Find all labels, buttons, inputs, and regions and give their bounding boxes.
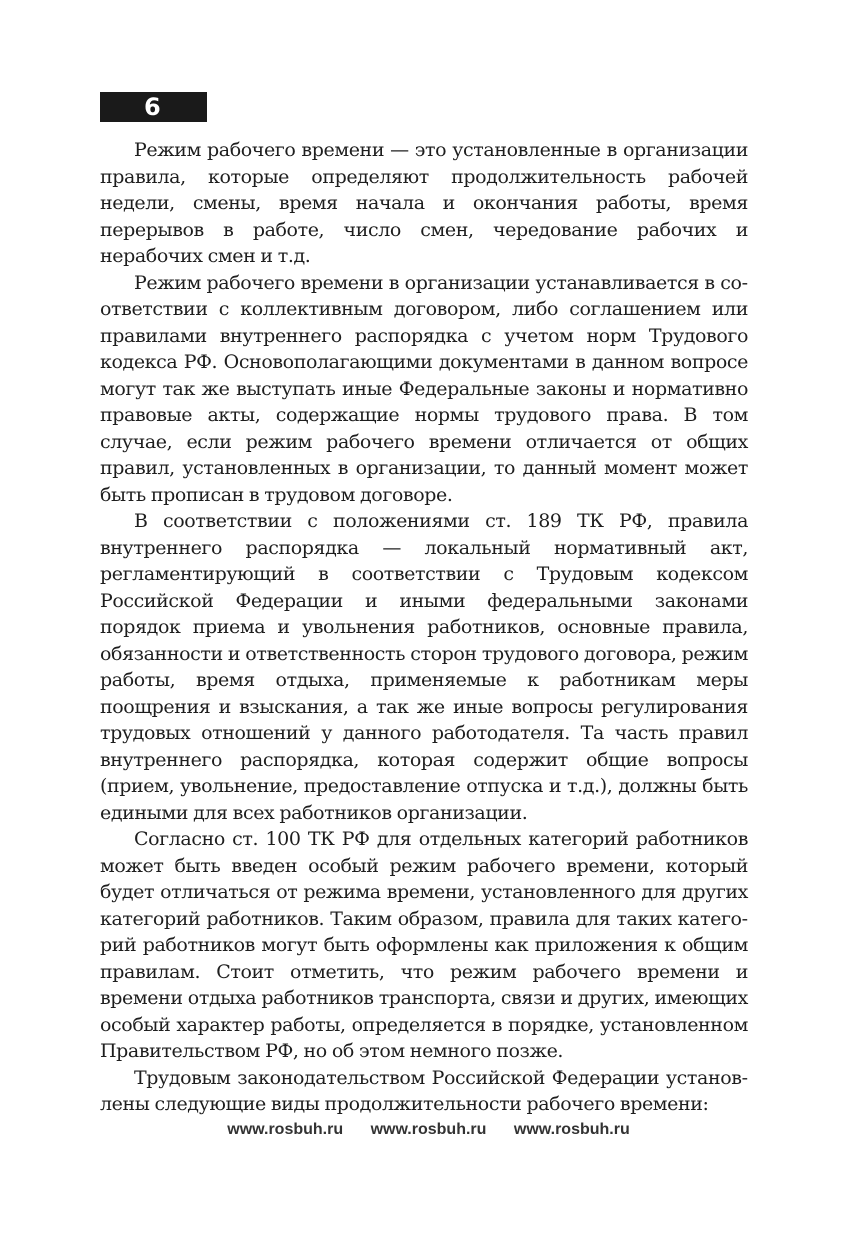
paragraph-2: Режим рабочего времени в организации устанавливается в соответствии с коллективным договором, либо соглашением или правилами внутреннего распорядка с учетом норм Трудового кодекса РФ. Основополагающими документами в данном вопросе могут так же выступать иные Федеральные законы и нормативно правовые акты, содержащие нормы трудового права. В том случае, если режим рабочего времени отличается от общих правил, установленных в организации, то данный момент может быть прописан в трудовом договоре. [100, 271, 748, 506]
paragraph-1: Режим рабочего времени — это установленные в организации правила, которые определяют продолжительность рабочей недели, смены, время начала и окончания работы, время перерывов в работе, число смен, чередование рабочих и нерабочих смен и т.д. [100, 139, 748, 267]
footer-link-2: www.rosbuh.ru [370, 1121, 487, 1138]
footer-link-1: www.rosbuh.ru [227, 1121, 344, 1138]
page-footer [0, 1121, 857, 1139]
paragraph-5: Трудовым законодательством Российской Федерации установлены следующие виды продолжительности рабочего времени: [100, 1066, 748, 1115]
footer-link-3: www.rosbuh.ru [513, 1121, 630, 1138]
page-number: 6 [100, 92, 207, 122]
paragraph-3: В соответствии с положениями ст. 189 ТК РФ, правила внутреннего распорядка — локальный нормативный акт, регламентирующий в соответствии с Трудовым кодексом Российской Федерации и иными федеральными законами порядок приема и увольнения работников, основные правила, обязанности и ответственность сторон трудового договора, режим работы, время отдыха, применяемые к работникам меры поощрения и взыскания, а так же иные вопросы регулирования трудовых отношений у данного работодателя. Та часть правил внутреннего распорядка, которая содержит общие вопросы (прием, увольнение, предоставление отпуска и т.д.), должны быть едиными для всех работников организации. [100, 510, 748, 824]
body-text [100, 137, 748, 1118]
paragraph-4: Согласно ст. 100 ТК РФ для отдельных категорий работников может быть введен особый режим рабочего времени, который будет отличаться от режима времени, установленного для других категорий работников. Таким образом, правила для таких категорий работников могут быть оформлены как приложения к общим правилам. Стоит отметить, что режим рабочего времени и времени отдыха работников транспорта, связи и других, имеющих особый характер работы, определяется в порядке, установленном Правительством РФ, но об этом немного позже. [100, 828, 748, 1062]
